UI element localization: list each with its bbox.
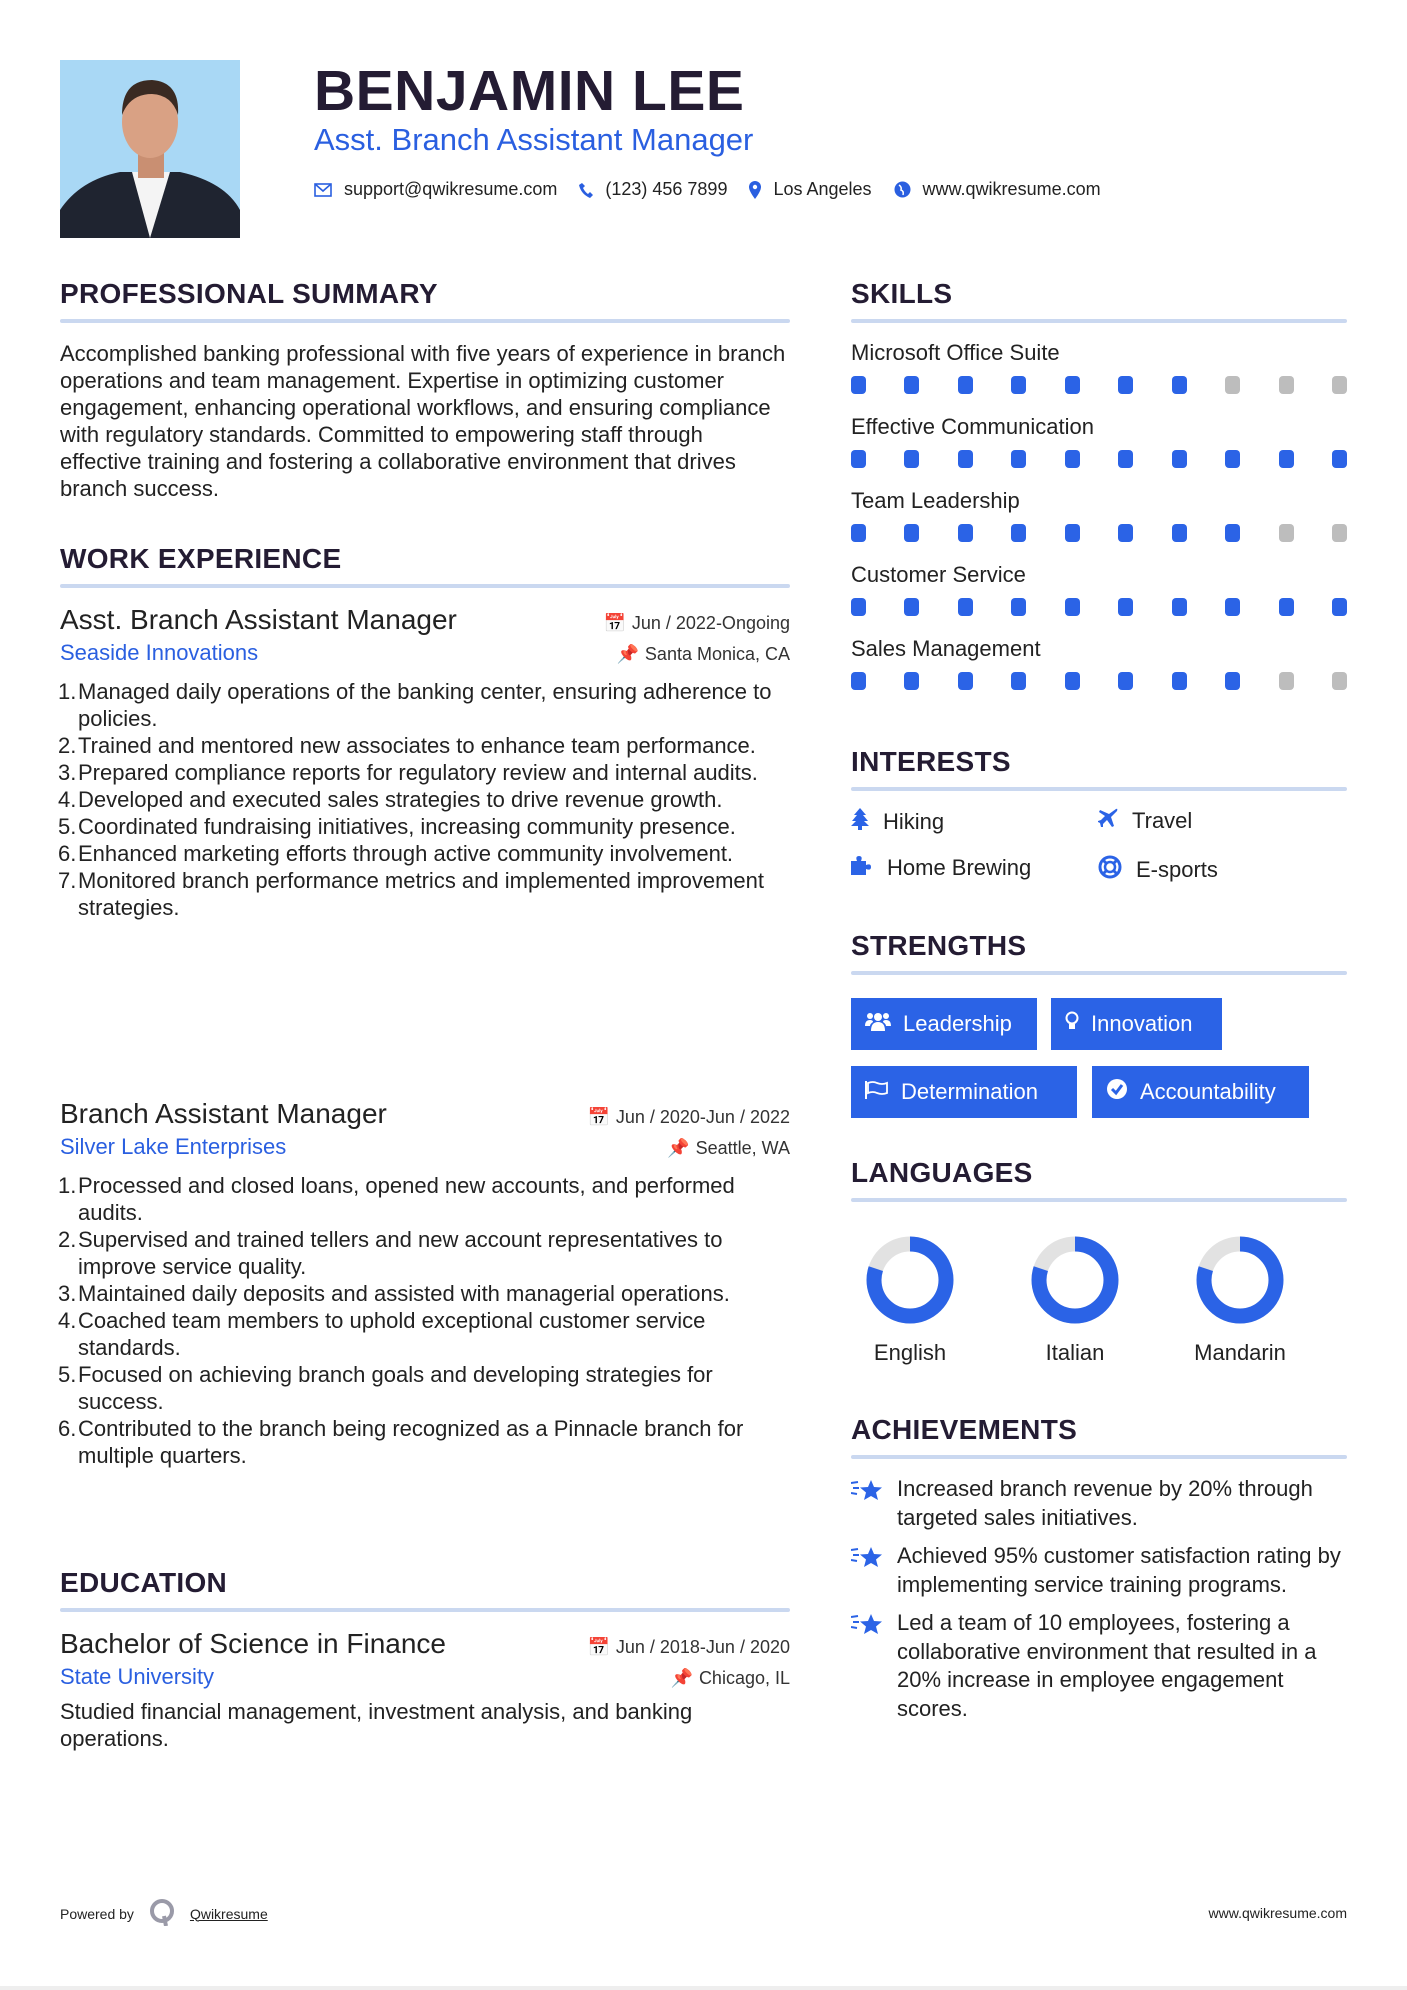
star-icon: [851, 1545, 883, 1599]
strength-label: Determination: [901, 1079, 1038, 1104]
rating-dot-filled: [1225, 598, 1240, 616]
envelope-icon: [314, 183, 332, 197]
check-circle-icon: [1106, 1078, 1128, 1106]
contact-website[interactable]: www.qwikresume.com: [922, 179, 1101, 199]
globe-icon: [894, 181, 911, 198]
job-bullets: [60, 1172, 790, 1469]
skill-rating: [851, 672, 1347, 690]
language-item: [840, 1235, 980, 1366]
strength-badge: [851, 998, 1037, 1050]
language-label: English: [873, 1340, 947, 1365]
job-entry: [60, 604, 790, 921]
skill-rating: [851, 598, 1347, 616]
life-ring-icon: [1098, 855, 1122, 885]
section-divider: [851, 787, 1347, 791]
job-title: Asst. Branch Assistant Manager: [60, 604, 457, 635]
languages-section: [851, 1157, 1347, 1202]
rating-dot-filled: [1065, 450, 1080, 468]
rating-dot-filled: [1011, 376, 1026, 394]
rating-dot-filled: [904, 450, 919, 468]
profile-photo: [60, 60, 240, 238]
rating-dot-filled: [851, 598, 866, 616]
interests-section: [851, 746, 1347, 791]
language-donut: [865, 1235, 955, 1325]
rating-dot-filled: [1225, 524, 1240, 542]
language-item: [1005, 1235, 1145, 1366]
section-heading: LANGUAGES: [851, 1157, 1033, 1188]
list-item: Coached team members to uphold exceptional customer service standards.: [78, 1308, 706, 1360]
achievement-text: Increased branch revenue by 20% through targeted sales initiatives.: [897, 1476, 1313, 1530]
language-donut: [1195, 1235, 1285, 1325]
section-heading: EDUCATION: [60, 1567, 228, 1598]
section-divider: [60, 319, 790, 323]
candidate-title: Asst. Branch Assistant Manager: [314, 122, 754, 157]
interest-item: [851, 855, 1031, 881]
pushpin-icon: 📌: [667, 1138, 690, 1158]
achievement-item: [851, 1475, 1347, 1532]
rating-dot-filled: [1332, 598, 1347, 616]
rating-dot-filled: [1011, 672, 1026, 690]
rating-dot-filled: [958, 598, 973, 616]
school-name: State University: [60, 1664, 215, 1689]
skill-item: [851, 414, 1347, 468]
achievements-section: [851, 1414, 1347, 1733]
rating-dot-filled: [958, 376, 973, 394]
footer-website[interactable]: www.qwikresume.com: [1208, 1905, 1347, 1921]
achievement-item: [851, 1609, 1347, 1723]
skill-rating: [851, 376, 1347, 394]
education-dates: Jun / 2018-Jun / 2020: [615, 1637, 790, 1657]
rating-dot-filled: [904, 376, 919, 394]
section-divider: [851, 971, 1347, 975]
experience-section: [60, 543, 790, 588]
section-heading: PROFESSIONAL SUMMARY: [60, 278, 438, 309]
candidate-name: BENJAMIN LEE: [314, 59, 745, 123]
job-dates: Jun / 2020-Jun / 2022: [615, 1107, 790, 1127]
education-description: Studied financial management, investment analysis, and banking operations.: [60, 1699, 693, 1751]
rating-dot-filled: [1118, 450, 1133, 468]
strength-label: Leadership: [903, 1011, 1012, 1036]
skill-rating: [851, 450, 1347, 468]
job-entry: [60, 1098, 790, 1469]
rating-dot-filled: [1225, 450, 1240, 468]
language-donut: [1030, 1235, 1120, 1325]
rating-dot-filled: [851, 524, 866, 542]
strengths-section: [851, 930, 1347, 975]
rating-dot-filled: [1011, 450, 1026, 468]
skill-item: [851, 636, 1347, 690]
rating-dot-filled: [1172, 524, 1187, 542]
language-label: Italian: [1045, 1340, 1105, 1365]
rating-dot-filled: [1011, 524, 1026, 542]
strength-label: Accountability: [1140, 1079, 1276, 1104]
puzzle-icon: [851, 855, 873, 881]
list-item: Maintained daily deposits and assisted with managerial operations.: [78, 1281, 730, 1306]
list-item: Supervised and trained tellers and new account representatives to improve service quality.: [78, 1227, 723, 1279]
interest-item: [1098, 808, 1192, 834]
interest-label: Home Brewing: [887, 855, 1032, 880]
rating-dot-filled: [1172, 376, 1187, 394]
achievement-text: Led a team of 10 employees, fostering a collaborative environment that resulted in a 20% increase in employee engagement scores.: [897, 1610, 1317, 1721]
rating-dot-filled: [1225, 672, 1240, 690]
contact-phone[interactable]: (123) 456 7899: [605, 179, 728, 199]
skill-label: Microsoft Office Suite: [851, 340, 1060, 365]
users-icon: [865, 1011, 891, 1037]
rating-dot-empty: [1332, 524, 1347, 542]
rating-dot-filled: [958, 450, 973, 468]
rating-dot-filled: [904, 524, 919, 542]
rating-dot-filled: [1279, 450, 1294, 468]
rating-dot-filled: [1118, 672, 1133, 690]
language-label: Mandarin: [1194, 1340, 1286, 1365]
map-marker-icon: [749, 181, 761, 199]
education-section: [60, 1567, 790, 1752]
summary-text: Accomplished banking professional with five years of experience in branch operations and team management. Expertise in optimizing customer engagement, enhancing operational workflows, and ensuring compliance with regulatory standards. Committed to empowering staff through effective training and fostering a collaborative environment that drives branch success.: [60, 341, 786, 501]
interest-item: [1098, 855, 1218, 885]
rating-dot-filled: [851, 376, 866, 394]
list-item: Monitored branch performance metrics and implemented improvement strategies.: [78, 868, 764, 920]
skill-label: Team Leadership: [851, 488, 1020, 513]
contact-email[interactable]: support@qwikresume.com: [344, 179, 558, 199]
section-heading: ACHIEVEMENTS: [851, 1414, 1078, 1445]
rating-dot-filled: [1332, 450, 1347, 468]
rating-dot-filled: [958, 524, 973, 542]
job-bullets: [60, 678, 790, 921]
rating-dot-filled: [904, 598, 919, 616]
strength-label: Innovation: [1091, 1011, 1193, 1036]
footer-left: [60, 1898, 268, 1929]
phone-icon: [579, 182, 593, 198]
section-divider: [60, 584, 790, 588]
job-dates: Jun / 2022-Ongoing: [631, 613, 790, 633]
rating-dot-filled: [1011, 598, 1026, 616]
rating-dot-filled: [958, 672, 973, 690]
strength-badge: [851, 1066, 1077, 1118]
job-location: Seattle, WA: [695, 1138, 790, 1158]
language-item: [1170, 1235, 1310, 1366]
achievement-item: [851, 1542, 1347, 1599]
list-item: Coordinated fundraising initiatives, increasing community presence.: [78, 814, 736, 839]
calendar-icon: 📅: [587, 1637, 610, 1657]
skill-item: [851, 340, 1347, 394]
section-divider: [60, 1608, 790, 1612]
skill-label: Sales Management: [851, 636, 1041, 661]
skill-rating: [851, 524, 1347, 542]
rating-dot-empty: [1332, 672, 1347, 690]
rating-dot-filled: [1172, 450, 1187, 468]
lightbulb-icon: [1065, 1011, 1079, 1037]
rating-dot-filled: [851, 450, 866, 468]
pushpin-icon: 📌: [670, 1668, 693, 1688]
rating-dot-filled: [851, 672, 866, 690]
powered-by-text: Powered by: [60, 1905, 134, 1922]
list-item: Developed and executed sales strategies to drive revenue growth.: [78, 787, 723, 812]
list-item: Trained and mentored new associates to enhance team performance.: [78, 733, 756, 758]
calendar-icon: 📅: [603, 613, 626, 633]
rating-dot-empty: [1279, 672, 1294, 690]
degree-title: Bachelor of Science in Finance: [60, 1628, 446, 1659]
contact-location: Los Angeles: [773, 179, 872, 199]
calendar-icon: 📅: [587, 1107, 610, 1127]
skill-label: Customer Service: [851, 562, 1026, 587]
list-item: Prepared compliance reports for regulatory review and internal audits.: [78, 760, 758, 785]
list-item: Focused on achieving branch goals and developing strategies for success.: [78, 1362, 713, 1414]
list-item: Enhanced marketing efforts through active community involvement.: [78, 841, 734, 866]
list-item: Processed and closed loans, opened new accounts, and performed audits.: [78, 1173, 735, 1225]
qwikresume-logo-icon: [148, 1898, 176, 1929]
pushpin-icon: 📌: [616, 644, 639, 664]
section-divider: [851, 1455, 1347, 1459]
job-location: Santa Monica, CA: [644, 644, 790, 664]
section-heading: SKILLS: [851, 278, 953, 309]
star-icon: [851, 1478, 883, 1532]
company-name: Seaside Innovations: [60, 640, 259, 665]
skill-label: Effective Communication: [851, 414, 1094, 439]
interest-label: Travel: [1132, 808, 1193, 833]
flag-icon: [865, 1079, 889, 1105]
rating-dot-filled: [1118, 598, 1133, 616]
job-title: Branch Assistant Manager: [60, 1098, 387, 1129]
interest-label: E-sports: [1136, 857, 1218, 882]
list-item: Contributed to the branch being recognized as a Pinnacle branch for multiple quarters.: [78, 1416, 744, 1468]
education-location: Chicago, IL: [698, 1668, 790, 1688]
brand-link[interactable]: Qwikresume: [189, 1905, 268, 1922]
achievement-text: Achieved 95% customer satisfaction rating by implementing service training programs.: [897, 1543, 1341, 1597]
strength-badge: [1051, 998, 1222, 1050]
rating-dot-filled: [1065, 524, 1080, 542]
section-divider: [851, 1198, 1347, 1202]
rating-dot-filled: [1279, 598, 1294, 616]
page-bottom-border: [0, 1986, 1407, 1990]
contact-bar: [314, 179, 1123, 200]
rating-dot-filled: [1065, 376, 1080, 394]
rating-dot-filled: [1118, 524, 1133, 542]
rating-dot-empty: [1225, 376, 1240, 394]
rating-dot-empty: [1332, 376, 1347, 394]
rating-dot-filled: [1172, 598, 1187, 616]
rating-dot-empty: [1279, 524, 1294, 542]
summary-section: [60, 278, 790, 502]
tree-icon: [851, 808, 869, 836]
strength-badge: [1092, 1066, 1309, 1118]
rating-dot-filled: [904, 672, 919, 690]
skills-section: [851, 278, 1347, 710]
rating-dot-empty: [1279, 376, 1294, 394]
rating-dot-filled: [1065, 598, 1080, 616]
plane-icon: [1098, 808, 1118, 834]
rating-dot-filled: [1172, 672, 1187, 690]
skill-item: [851, 488, 1347, 542]
rating-dot-filled: [1118, 376, 1133, 394]
rating-dot-filled: [1065, 672, 1080, 690]
company-name: Silver Lake Enterprises: [60, 1134, 287, 1159]
section-divider: [851, 319, 1347, 323]
interest-label: Hiking: [883, 809, 945, 834]
section-heading: WORK EXPERIENCE: [60, 543, 342, 574]
section-heading: STRENGTHS: [851, 930, 1027, 961]
interest-item: [851, 808, 944, 836]
list-item: Managed daily operations of the banking center, ensuring adherence to policies.: [78, 679, 772, 731]
skill-item: [851, 562, 1347, 616]
section-heading: INTERESTS: [851, 746, 1011, 777]
star-icon: [851, 1612, 883, 1723]
